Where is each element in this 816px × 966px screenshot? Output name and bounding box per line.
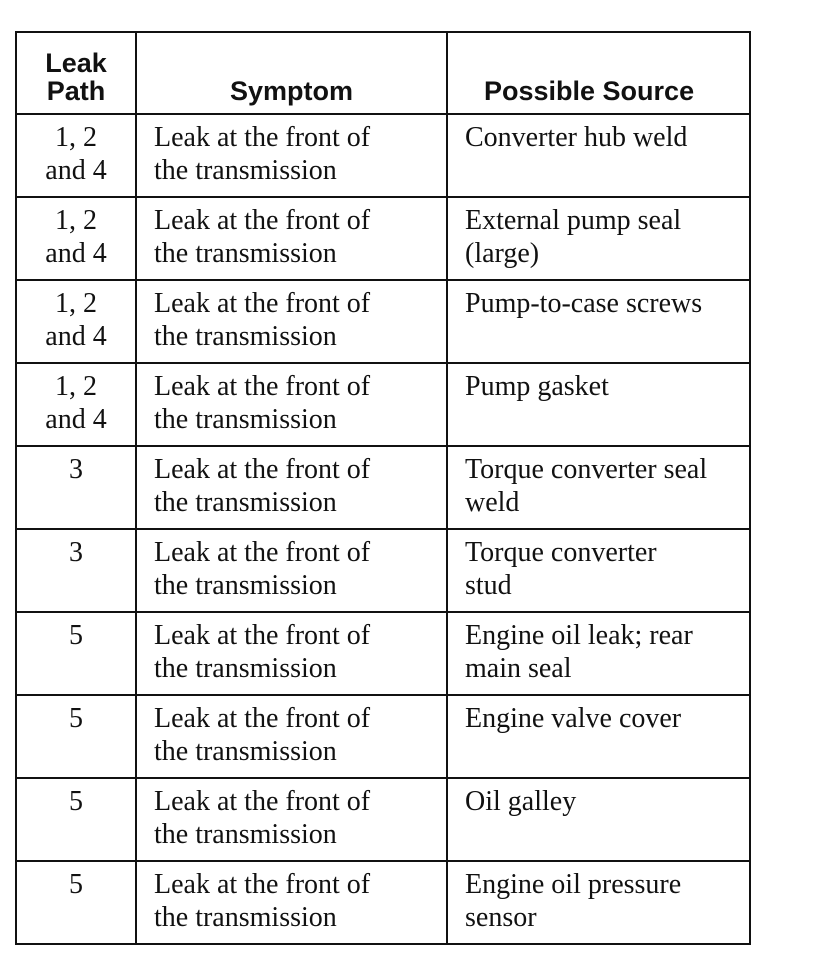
leak-path-value: 1, 2 and 4 bbox=[45, 205, 107, 269]
leak-path-cell bbox=[16, 861, 136, 944]
header-symptom bbox=[136, 32, 447, 114]
source-value: Converter hub weld bbox=[465, 122, 688, 153]
leak-path-cell bbox=[16, 695, 136, 778]
symptom-value: Leak at the front of the transmission bbox=[154, 371, 371, 435]
symptom-cell bbox=[136, 861, 447, 944]
source-cell bbox=[447, 114, 750, 197]
table-row bbox=[16, 695, 750, 778]
source-value: Torque converter stud bbox=[465, 537, 657, 601]
symptom-cell bbox=[136, 446, 447, 529]
source-cell bbox=[447, 778, 750, 861]
header-possible-source-label: Possible Source bbox=[484, 76, 695, 106]
symptom-cell bbox=[136, 695, 447, 778]
symptom-cell bbox=[136, 280, 447, 363]
leak-path-value: 5 bbox=[69, 703, 83, 734]
symptom-cell bbox=[136, 529, 447, 612]
table-header bbox=[16, 32, 750, 114]
table-row bbox=[16, 280, 750, 363]
symptom-cell bbox=[136, 612, 447, 695]
symptom-cell bbox=[136, 114, 447, 197]
table-row bbox=[16, 778, 750, 861]
table-row bbox=[16, 363, 750, 446]
header-leak-path-label: Leak Path bbox=[45, 48, 107, 106]
symptom-value: Leak at the front of the transmission bbox=[154, 205, 371, 269]
source-cell bbox=[447, 446, 750, 529]
header-possible-source bbox=[447, 32, 750, 114]
symptom-value: Leak at the front of the transmission bbox=[154, 454, 371, 518]
source-value: Engine oil leak; rear main seal bbox=[465, 620, 693, 684]
table-row bbox=[16, 612, 750, 695]
table-body bbox=[16, 114, 750, 944]
leak-path-value: 1, 2 and 4 bbox=[45, 371, 107, 435]
leak-path-value: 1, 2 and 4 bbox=[45, 288, 107, 352]
source-value: Pump-to-case screws bbox=[465, 288, 703, 319]
source-cell bbox=[447, 529, 750, 612]
source-cell bbox=[447, 695, 750, 778]
symptom-value: Leak at the front of the transmission bbox=[154, 869, 371, 933]
leak-path-cell bbox=[16, 612, 136, 695]
leak-path-cell bbox=[16, 197, 136, 280]
symptom-value: Leak at the front of the transmission bbox=[154, 122, 371, 186]
symptom-value: Leak at the front of the transmission bbox=[154, 288, 371, 352]
source-value: Oil galley bbox=[465, 786, 577, 817]
table-row bbox=[16, 446, 750, 529]
symptom-cell bbox=[136, 197, 447, 280]
leak-path-cell bbox=[16, 280, 136, 363]
table-row bbox=[16, 114, 750, 197]
leak-path-value: 1, 2 and 4 bbox=[45, 122, 107, 186]
header-leak-path bbox=[16, 32, 136, 114]
source-value: Torque converter seal weld bbox=[465, 454, 708, 518]
source-cell bbox=[447, 197, 750, 280]
leak-path-value: 5 bbox=[69, 786, 83, 817]
source-cell bbox=[447, 861, 750, 944]
symptom-value: Leak at the front of the transmission bbox=[154, 703, 371, 767]
leak-path-value: 5 bbox=[69, 869, 83, 900]
header-symptom-label: Symptom bbox=[229, 76, 354, 106]
leak-path-cell bbox=[16, 363, 136, 446]
source-cell bbox=[447, 612, 750, 695]
leak-path-cell bbox=[16, 114, 136, 197]
source-value: Engine oil pressure sensor bbox=[465, 869, 682, 933]
table-row bbox=[16, 529, 750, 612]
source-value: Pump gasket bbox=[465, 371, 609, 402]
leak-path-cell bbox=[16, 529, 136, 612]
leak-path-value: 3 bbox=[69, 454, 83, 485]
table-row bbox=[16, 861, 750, 944]
symptom-cell bbox=[136, 778, 447, 861]
source-cell bbox=[447, 363, 750, 446]
symptom-value: Leak at the front of the transmission bbox=[154, 620, 371, 684]
header-row bbox=[16, 32, 750, 114]
leak-path-cell bbox=[16, 778, 136, 861]
symptom-value: Leak at the front of the transmission bbox=[154, 537, 371, 601]
symptom-cell bbox=[136, 363, 447, 446]
source-value: External pump seal (large) bbox=[465, 205, 682, 269]
leak-path-cell bbox=[16, 446, 136, 529]
source-cell bbox=[447, 280, 750, 363]
source-value: Engine valve cover bbox=[465, 703, 682, 734]
leak-path-value: 5 bbox=[69, 620, 83, 651]
table-row bbox=[16, 197, 750, 280]
leak-diagnosis-table bbox=[15, 31, 751, 945]
symptom-value: Leak at the front of the transmission bbox=[154, 786, 371, 850]
leak-path-value: 3 bbox=[69, 537, 83, 568]
